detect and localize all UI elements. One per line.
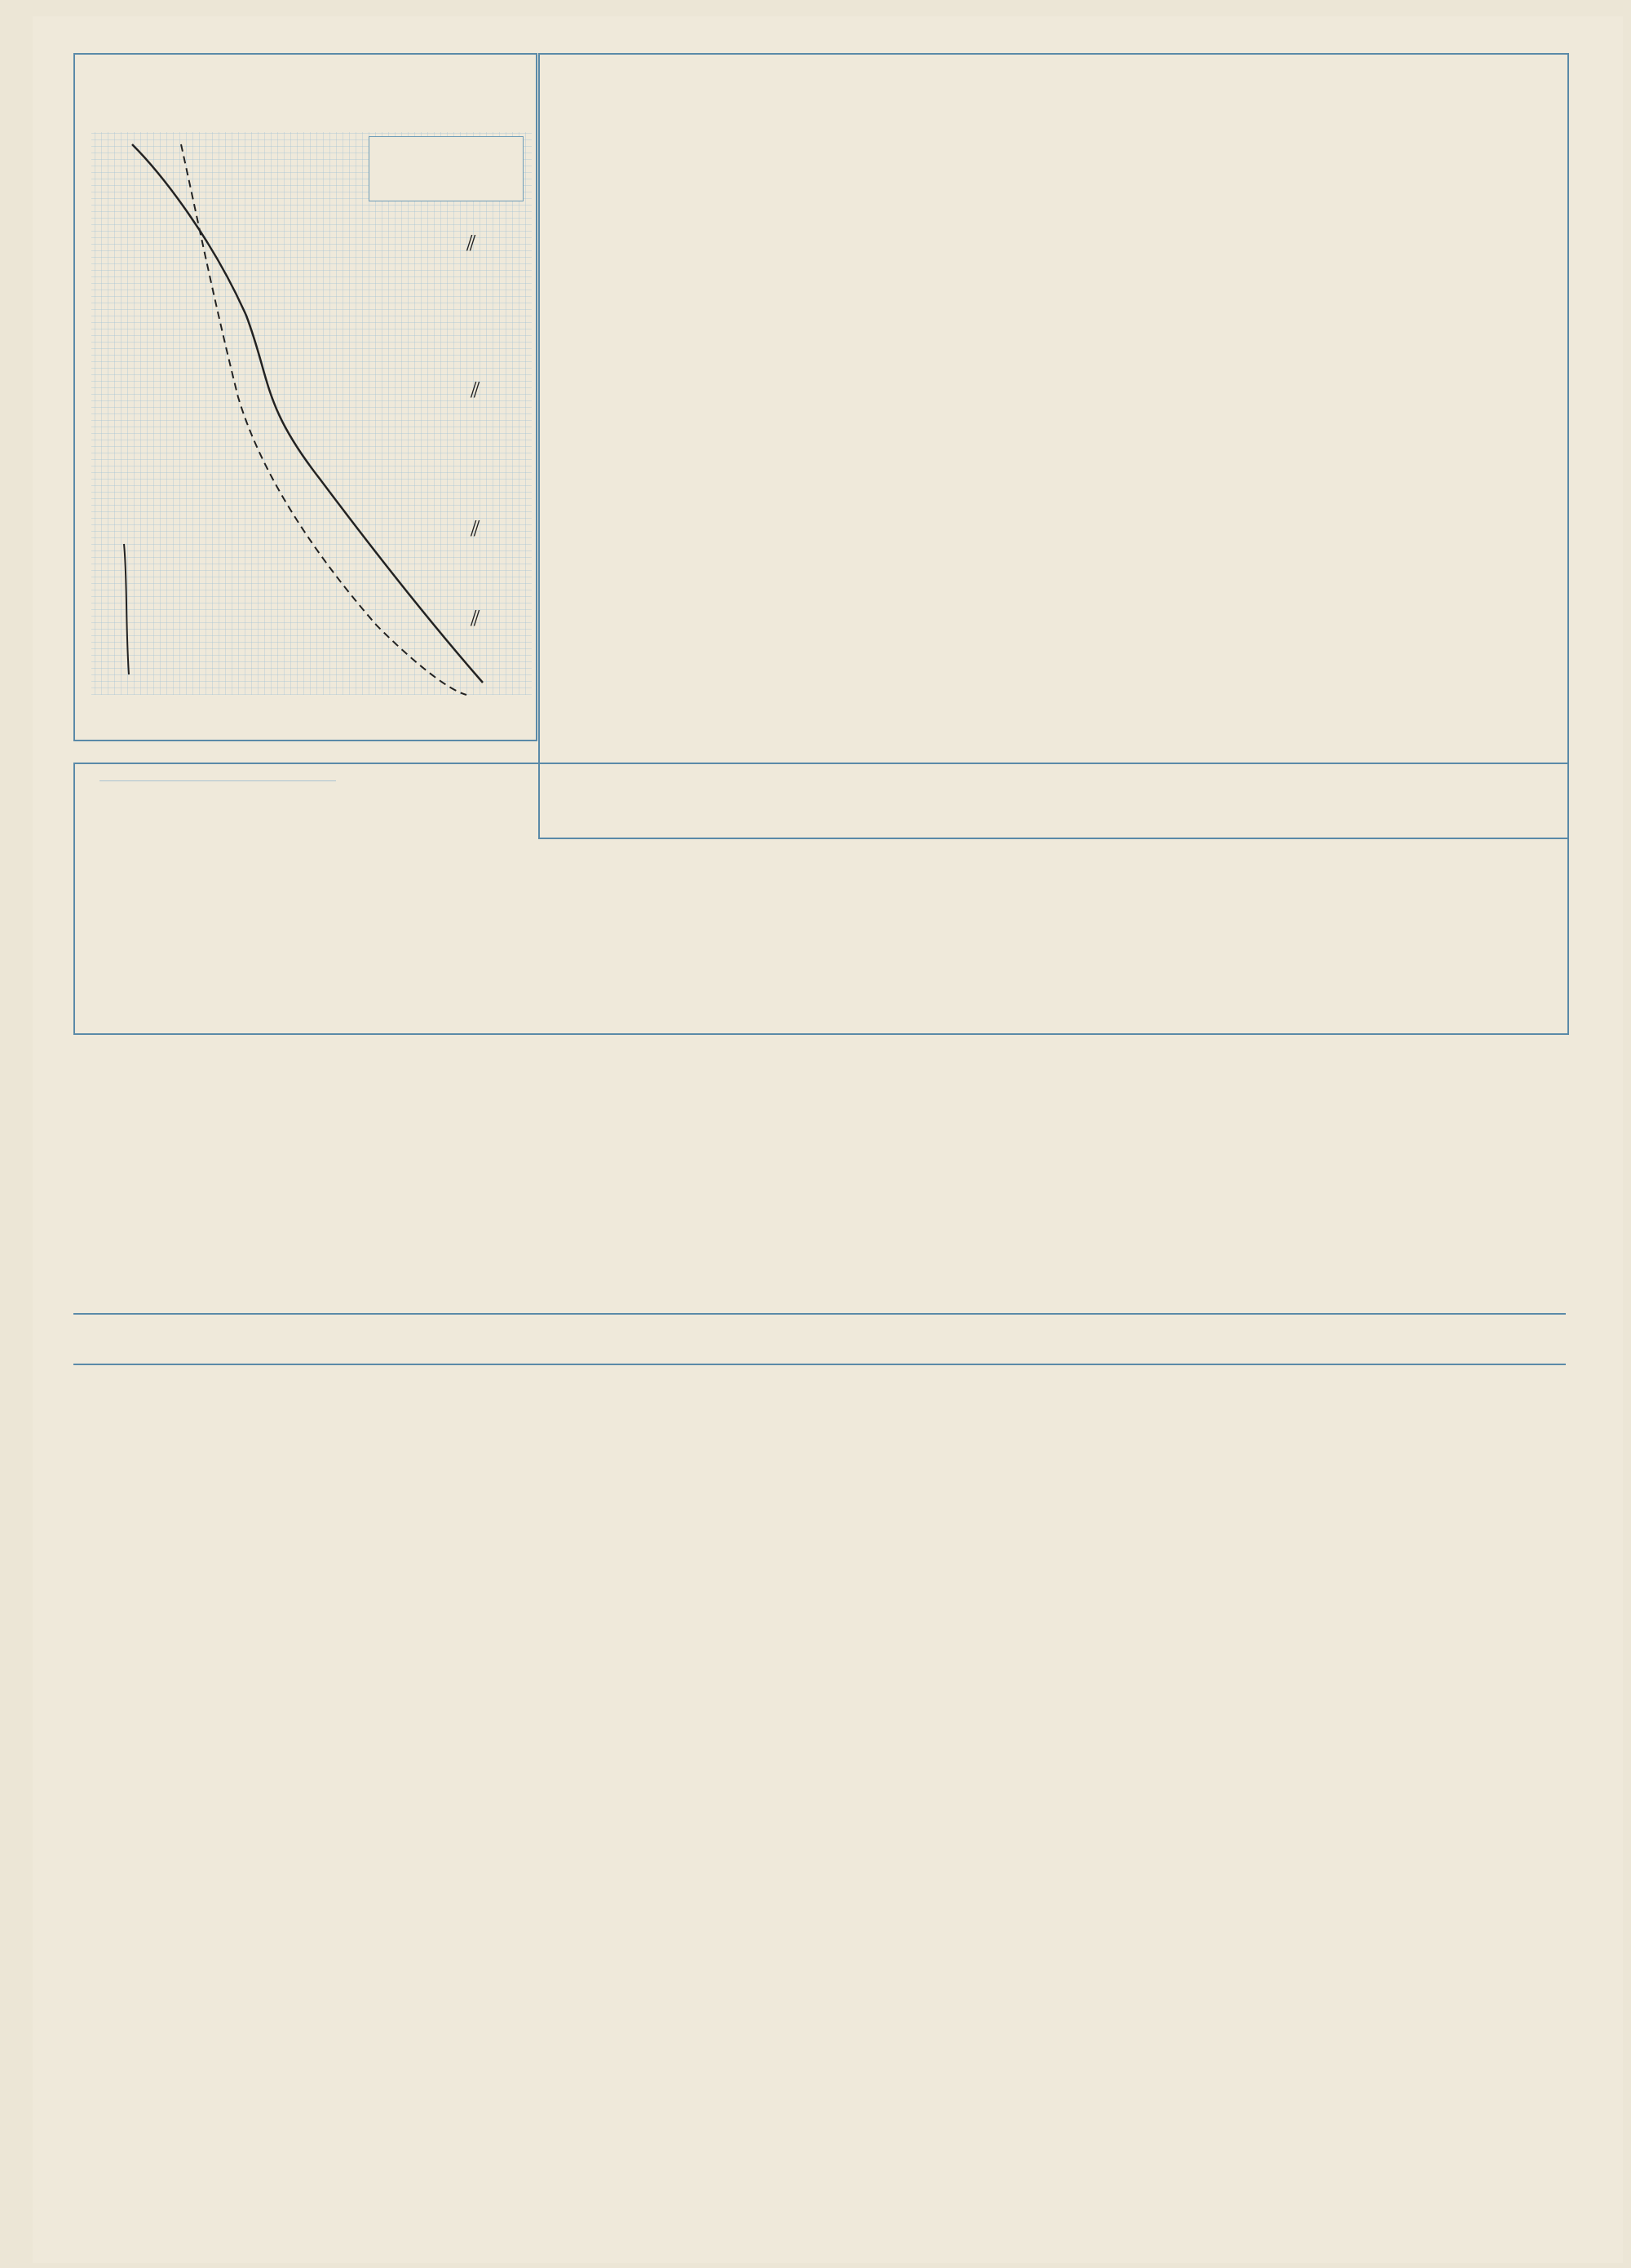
legend-box xyxy=(369,136,524,201)
issue-info-bar xyxy=(73,1313,1566,1365)
article xyxy=(41,1382,1566,2222)
svg-text:⫽: ⫽ xyxy=(471,606,480,630)
water-col-1 xyxy=(99,764,336,781)
svg-text:⫽: ⫽ xyxy=(466,231,476,255)
water-head xyxy=(99,764,336,781)
svg-text:⫽: ⫽ xyxy=(471,378,480,402)
station-table xyxy=(538,53,1569,839)
top-axis xyxy=(75,108,536,124)
height-axis xyxy=(75,128,91,699)
svg-text:⫽: ⫽ xyxy=(471,516,480,541)
sounding-diagram xyxy=(73,53,537,741)
hydro-panel xyxy=(73,763,1569,1035)
